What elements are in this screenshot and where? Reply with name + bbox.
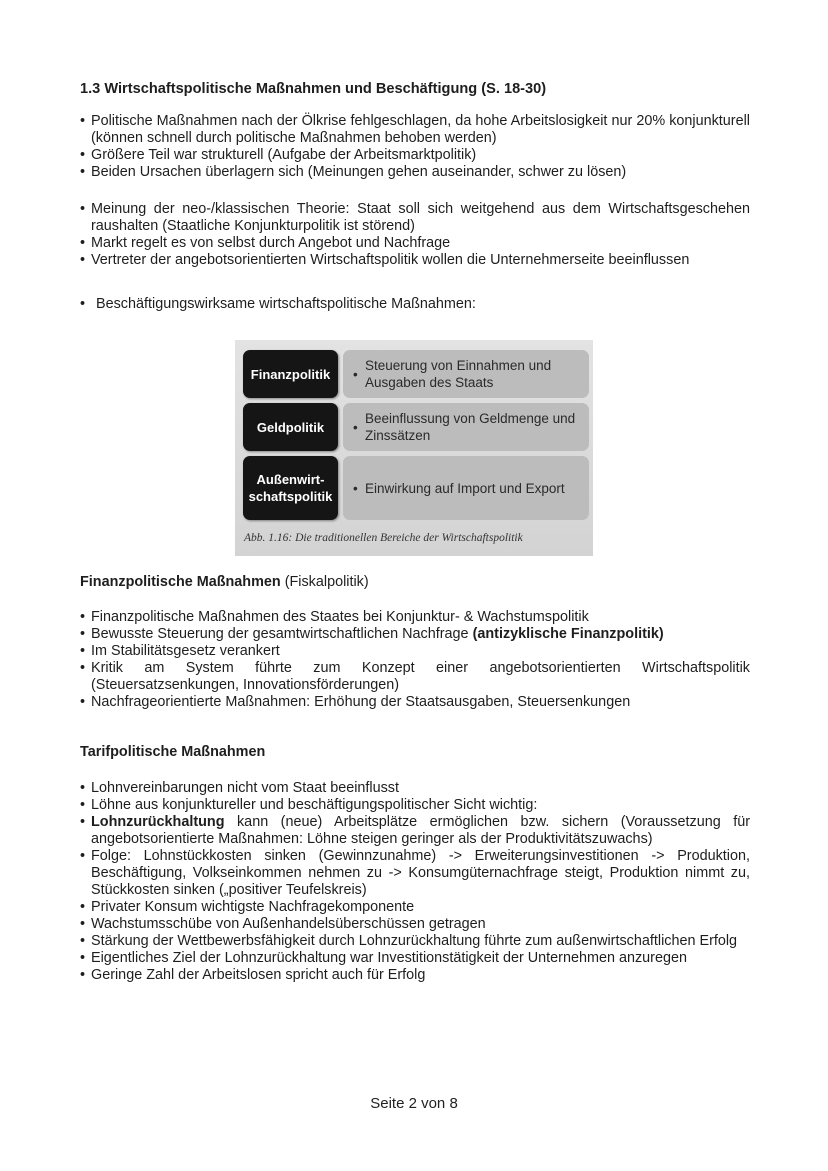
figure-row-aussenwirtschaftspolitik [243, 456, 589, 520]
list-item: • Beiden Ursachen überlagern sich (Meinungen gehen auseinander, schwer zu lösen) [80, 164, 750, 181]
list-item: • Markt regelt es von selbst durch Angebot und Nachfrage [80, 235, 750, 252]
figure-description: • Steuerung von Einnahmen und Ausgaben des Staats [343, 350, 589, 398]
page-number: Seite 2 von 8 [370, 1095, 458, 1112]
intro-bullet-list [80, 113, 750, 269]
bullet-icon: • [353, 366, 358, 382]
bullet-icon: • [80, 296, 86, 312]
figure-description: • Beeinflussung von Geldmenge und Zinssätzen [343, 403, 589, 451]
section-title: 1.3 Wirtschaftspolitische Maßnahmen und Beschäftigung (S. 18-30) [80, 81, 547, 97]
tariff-heading: Tarifpolitische Maßnahmen [80, 744, 266, 760]
document-page: 1.3 Wirtschaftspolitische Maßnahmen und Beschäftigung (S. 18-30) • Politische Maßnahmen nach der Ölkrise fehlgeschlagen, da hohe Arbeitslosigkeit nur 20% konjunkturell (können schnell durch politische Maßnahmen behoben werden) • Größere Teil war strukturell (Aufgabe der Arbeitsmarktpolitik) • Beiden Ursachen überlagern sich (Meinungen gehen auseinander, schwer zu lösen) • Meinung der neo-/klassischen Theorie: Staat soll sich weitgehend aus dem Wirtschaftsgeschehen raushalten (Staatliche Konjunkturpolitik ist störend) • Markt regelt es von selbst durch Angebot und Nachfrage • Vertreter der angebotsorientierten Wirtschaftspolitik wollen die Unternehmerseite beeinflussen • Beschäftigungswirksame wirtschaftspolitische Maßnahmen: Finanzpolitik • Steuerung von Einnahmen und Ausgaben des Staats Geldpolitik • Beeinflussung von Geldmenge und Zinssätzen Außenwirt-schaftspolitik • Einwirkung auf Import und Export Abb. 1.16: Die traditionellen Bereiche der Wirtschaftspolitik Finanzpolitische Maßnahmen (Fiskalpolitik) • Finanzpolitische Maßnahmen des Staates bei Konjunktur- & Wachstumspolitik • Bewusste Steuerung der gesamtwirtschaftlichen Nachfrage (antizyklische Finanzpolitik) • Im Stabilitätsgesetz verankert • Kritik am System führte zum Konzept einer angebotsorientierten Wirtschaftspolitik (Steuersatzsenkungen, Innovationsförderungen) • Nachfrageorientierte Maßnahmen: Erhöhung der Staatsausgaben, Steuersenkungen Tarifpolitische Maßnahmen • Lohnvereinbarungen nicht vom Staat beeinflusst • Löhne aus konjunktureller und beschäftigungspolitischer Sicht wichtig: • Lohnzurückhaltung kann (neue) Arbeitsplätze ermöglichen bzw. sichern (Voraussetzung für angebotsorientierte Maßnahmen: Löhne steigen geringer als der Produktivitätszuwachs) • Folge: Lohnstückkosten sinken (Gewinnzunahme) -> Erweiterungsinvestitionen -> Produktion, Beschäftigung, Volkseinkommen nehmen zu -> Konsumgüternachfrage steigt, Produktion nimmt zu, Stückkosten sinken („positiver Teufelskreis) • Privater Konsum wichtigste Nachfragekomponente • Wachstumsschübe von Außenhandelsüberschüssen getragen • Stärkung der Wettbewerbsfähigkeit durch Lohnzurückhaltung führte zum außenwirtschaftlichen Erfolg • Eigentliches Ziel der Lohnzurückhaltung war Investitionstätigkeit der Unternehmen anzuregen • Geringe Zahl der Arbeitslosen spricht auch für Erfolg Seite 2 von 8 [0, 0, 828, 1171]
list-item: • Finanzpolitische Maßnahmen des Staates bei Konjunktur- & Wachstumspolitik [80, 609, 750, 626]
fiscal-bullet-list [80, 609, 750, 711]
list-item: • Größere Teil war strukturell (Aufgabe der Arbeitsmarktpolitik) [80, 147, 750, 164]
list-item: • Lohnvereinbarungen nicht vom Staat beeinflusst [80, 780, 750, 797]
policy-areas-figure [235, 340, 593, 556]
list-item: • Bewusste Steuerung der gesamtwirtschaftlichen Nachfrage (antizyklische Finanzpolitik) [80, 626, 750, 643]
list-item: • Löhne aus konjunktureller und beschäftigungspolitischer Sicht wichtig: [80, 797, 750, 814]
figure-label: Geldpolitik [243, 403, 338, 451]
list-item: • Nachfrageorientierte Maßnahmen: Erhöhung der Staatsausgaben, Steuersenkungen [80, 694, 750, 711]
list-item: • Politische Maßnahmen nach der Ölkrise fehlgeschlagen, da hohe Arbeitslosigkeit nur 20% konjunkturell (können schnell durch politische Maßnahmen behoben werden) [80, 113, 750, 147]
list-item: • Eigentliches Ziel der Lohnzurückhaltung war Investitionstätigkeit der Unternehmen anzuregen [80, 950, 750, 967]
list-item: • Im Stabilitätsgesetz verankert [80, 643, 750, 660]
bullet-icon: • [353, 419, 358, 435]
list-item: • Vertreter der angebotsorientierten Wirtschaftspolitik wollen die Unternehmerseite beeinflussen [80, 252, 750, 269]
figure-label: Außenwirt-schaftspolitik [243, 456, 338, 520]
list-item: • Wachstumsschübe von Außenhandelsüberschüssen getragen [80, 916, 750, 933]
list-item: • Privater Konsum wichtigste Nachfragekomponente [80, 899, 750, 916]
bullet-icon: • [353, 480, 358, 496]
list-item: • Kritik am System führte zum Konzept einer angebotsorientierten Wirtschaftspolitik (Steuersatzsenkungen, Innovationsförderungen) [80, 660, 750, 694]
figure-caption: Abb. 1.16: Die traditionellen Bereiche der Wirtschaftspolitik [244, 532, 523, 544]
figure-row-finanzpolitik [243, 350, 589, 398]
list-item: • Geringe Zahl der Arbeitslosen spricht auch für Erfolg [80, 967, 750, 984]
fiscal-heading: Finanzpolitische Maßnahmen (Fiskalpolitik) [80, 574, 369, 590]
list-item: • Lohnzurückhaltung kann (neue) Arbeitsplätze ermöglichen bzw. sichern (Voraussetzung für angebotsorientierte Maßnahmen: Löhne steigen geringer als der Produktivitätszuwachs) [80, 814, 750, 848]
figure-row-geldpolitik [243, 403, 589, 451]
figure-label: Finanzpolitik [243, 350, 338, 398]
list-item: • Meinung der neo-/klassischen Theorie: Staat soll sich weitgehend aus dem Wirtschaftsgeschehen raushalten (Staatliche Konjunkturpolitik ist störend) [80, 201, 750, 235]
tariff-bullet-list [80, 780, 750, 984]
figure-description: • Einwirkung auf Import und Export [343, 456, 589, 520]
list-item: • Stärkung der Wettbewerbsfähigkeit durch Lohnzurückhaltung führte zum außenwirtschaftlichen Erfolg [80, 933, 750, 950]
list-item: • Folge: Lohnstückkosten sinken (Gewinnzunahme) -> Erweiterungsinvestitionen -> Produktion, Beschäftigung, Volkseinkommen nehmen zu -> Konsumgüternachfrage steigt, Produktion nimmt zu, Stückkosten sinken („positiver Teufelskreis) [80, 848, 750, 899]
